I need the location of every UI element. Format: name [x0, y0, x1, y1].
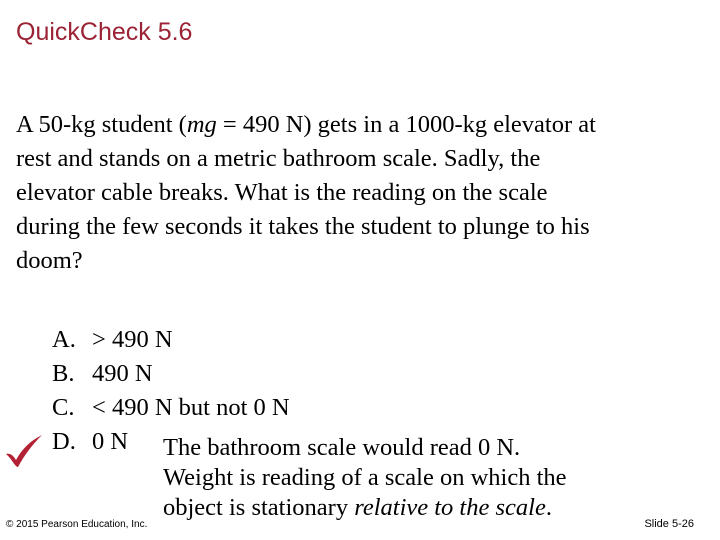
option-letter: D.	[52, 428, 76, 455]
checkmark-icon-path	[6, 435, 42, 467]
option-letter: A.	[52, 326, 76, 353]
explanation-line: The bathroom scale would read 0 N.	[163, 434, 521, 461]
slide-title: QuickCheck 5.6	[16, 18, 193, 46]
option-text: 0 N	[92, 428, 129, 455]
question-line: doom?	[16, 247, 83, 274]
option-text: < 490 N but not 0 N	[92, 394, 290, 421]
question-text-segment: = 490 N) gets in a 1000-kg elevator at	[216, 111, 596, 138]
option-text: > 490 N	[92, 326, 173, 353]
option-letter: B.	[52, 360, 75, 387]
checkmark-icon	[4, 434, 44, 468]
question-line	[16, 108, 706, 142]
option-text: 490 N	[92, 360, 153, 387]
explanation-text-segment: .	[545, 494, 552, 521]
answer-explanation	[163, 433, 567, 523]
explanation-line: Weight is reading of a scale on which the	[163, 464, 567, 491]
question-text	[16, 108, 706, 278]
question-line: during the few seconds it takes the student to plunge to his	[16, 213, 590, 240]
copyright-notice: © 2015 Pearson Education, Inc.	[6, 519, 148, 530]
question-italic-term: mg	[186, 111, 217, 138]
question-line: rest and stands on a metric bathroom scale. Sadly, the	[16, 145, 541, 172]
question-text-segment: A 50-kg student (	[16, 111, 187, 138]
option-letter: C.	[52, 394, 75, 421]
explanation-italic-term: relative to the scale	[354, 494, 546, 521]
explanation-line	[163, 493, 567, 523]
question-line: elevator cable breaks. What is the reading on the scale	[16, 179, 548, 206]
explanation-text-segment: object is stationary	[163, 494, 355, 521]
slide-number: Slide 5-26	[644, 518, 694, 530]
